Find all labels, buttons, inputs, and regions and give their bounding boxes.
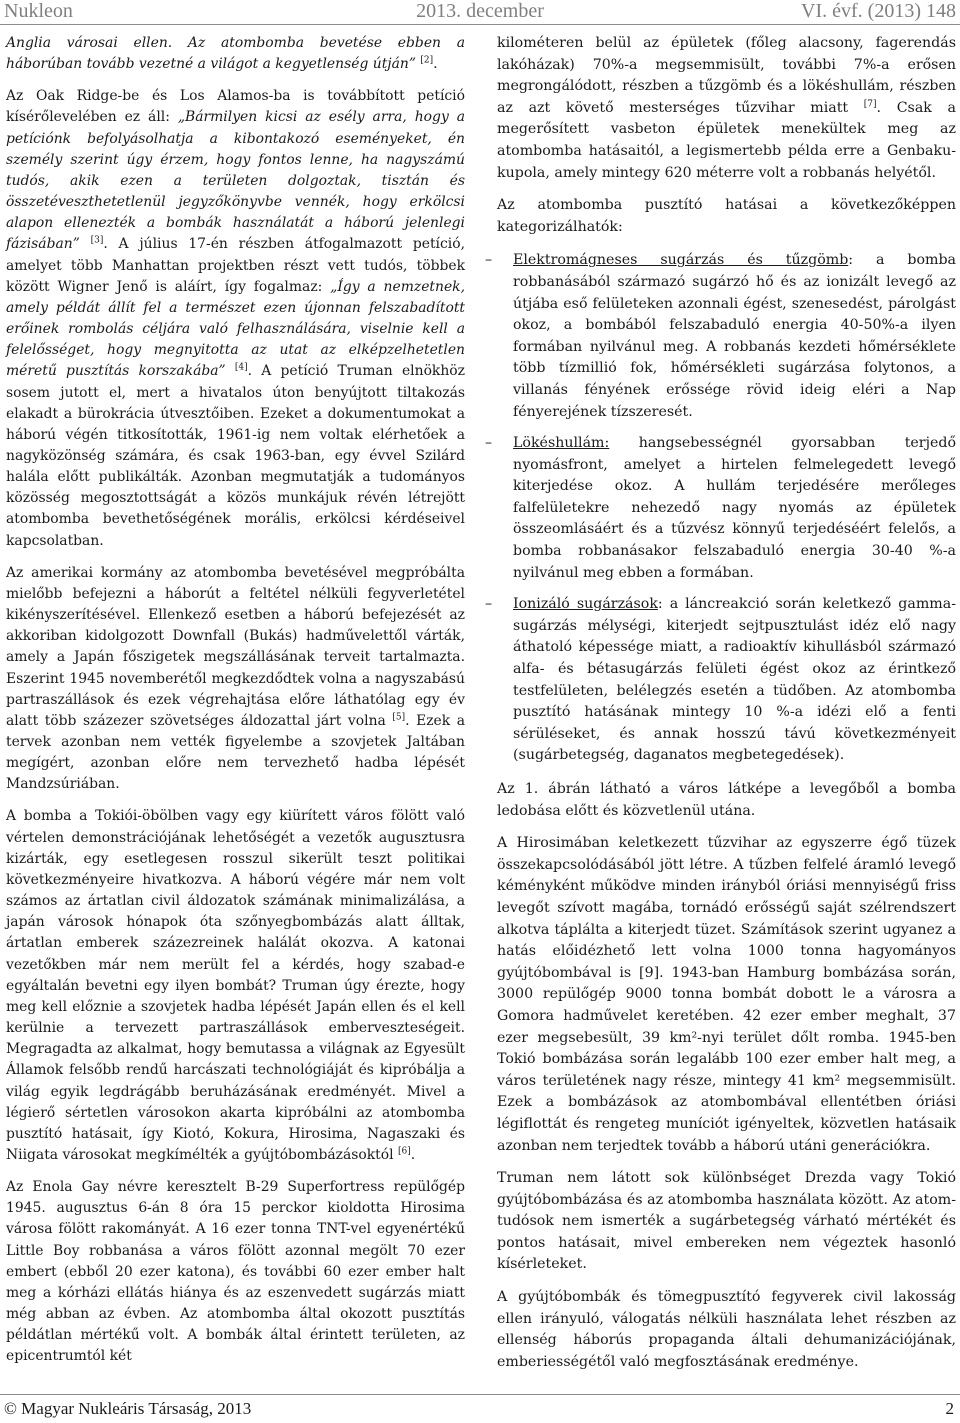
volume-info: VI. évf. (2013) 148 xyxy=(801,0,956,22)
list-item: – Elektromágneses sugárzás és tűzgömb: a bomba robbanásából származó sugárzó hő és az ionizált levegő az útjába eső felületeken azonnali égést, szenesedést, párolgást okoz, a bombából felszabaduló energia 40-50%-a ilyen formában nyilvánul meg. A robbanás kezdeti hőmérséklete több tízmillió fok, hőmérsékleti sugárzása folytonos, a villanás fényének erőssége rövid ideig eléri a Nap fényerejének tízszeresét. xyxy=(485,252,956,420)
page-header xyxy=(0,0,960,25)
paragraph-enola-gay: Az Enola Gay névre keresztelt B-29 Superfortress repülőgép 1945. augusztus 6-án 8 óra 15 perckor kioldotta Hirosima városa fölött rakományát. A 16 ezer tonna TNT-vel egyenértékű Little Boy robbanása a város fölött azonnal megölt 70 ezer embert (ebből 20 ezer katona), és további 60 ezer ember halt meg a kórházi ellátás hiánya és az eszenvedett sugárzás miatt még abban az évben. Az atombomba által okozott pusztítás példátlan mértékű volt. A bombák által érintett területen, az epicentrumtól két xyxy=(6,1179,465,1365)
reference-4: [4] xyxy=(234,362,248,373)
term-shockwave: Lökéshullám: xyxy=(513,435,610,452)
list-item: – Ionizáló sugárzások: a láncreakció során keletkező gamma-sugárzás mélységi, kiterjedt sejtpusztulást idéz elő nagy áthatoló képessége miatt, a radioaktív kihullásból származó alfa- és bétasugárzás felületi égést okoz az érintkező testfelületen, belélegzés esetén a tüdőben. Az atombomba pusztító hatásának mintegy 10 %-a idézi elő a fenti sérüléseket, és annak hosszú távú következményeit (sugárbetegség, daganatos megbetegedések). xyxy=(485,596,956,764)
paragraph-categories: Az atombomba pusztító hatásai a következőképpen kategorizálhatók: xyxy=(497,197,956,235)
right-column xyxy=(485,33,956,1373)
paragraph-figure-ref: Az 1. ábrán látható a város látképe a levegőből a bomba ledobása előtt és közvetlenül utána. xyxy=(497,781,956,819)
list-item: – Lökéshullám: hangsebességnél gyorsabban terjedő nyomásfront, amelyet a hirtelen felmelegedett levegő kiterjedése okoz. A hullám terjedésére merőleges falfelületekre nehezedő nagy nyomás az épületek összeomlásáért és a tűzvész könnyű terjedéséért felelős, a bomba robbanásakor felszabaduló energia 30-40 %-a nyilvánul meg ebben a formában. xyxy=(485,435,956,581)
paragraph-dehumanization: A gyújtóbombák és tömegpusztító fegyverek civil lakosság ellen irányuló, válogatás nélküli használata lehet részben az ellenség háborús propaganda általi dehumanizációjának, emberiességétől való megfosztásának eredménye. xyxy=(497,1289,956,1370)
paragraph-demonstration: A bomba a Tokiói-öbölben vagy egy kiürített város fölött való vértelen demonstrációjának lehetőségét a vezetők augusztusra kizárták, egy esetlegesen rosszul sikerült teszt politikai következményeire hivatkozva. A háború végére már nem volt számos az ártatlan civil áldozatok számának minimalizálása, a japán városok hónapok óta szőnyegbombázás alatt álltak, ártatlan emberek százezreinek halálát okozva. A katonai vezetőkben már nem merült fel a kérdés, hogy szabad-e egyáltalán bevetni egy ilyen bombát? Truman úgy érezte, hogy meg kell előznie a szovjetek hadba lépését Japán ellen és el kell kerülnie a tervezett partraszállások emberveszteségeit. Megragadta az alkalmat, hogy bemutassa a világnak az Egyesült Államok felsőbb rendű harcászati technológiáját és kipróbálja a világ egyik legdrágább beruházásának eredményét. Mivel a légierő sértetlen városokon akarta kipróbálni az atombomba pusztító hatásait, így Kiotó, Kokura, Hirosima, Nagaszaki és Niigata városokat megkímélték a gyújtóbombázásoktól [6]. xyxy=(6,808,465,1163)
left-column xyxy=(6,33,465,1368)
paragraph-cover-letter: Az Oak Ridge-be és Los Alamos-ba is továbbított petíció kísérőlevelében ez áll: „Bármilyen kicsi az esély arra, hogy a petíciónk befolyásolhatja a kibontakozó eseményeket, én személy szerint úgy érzem, hogy fontos lenne, ha nagyszámú tudós, akik ezen a területen dolgoztak, tisztán és összetéveszthetetlenül jegyzőkönyvbe vennék, hogy erkölcsi alapon ellenezték a bombák használatát a háború jelenlegi fázisában” [3]. A július 17-én részben átfogalmazott petíció, amelyet több Manhattan projektben részt vett tudós, többek között Wigner Jenő is aláírt, így fogalmaz: „Így a nemzetnek, amely példát állít fel a természet ezen újonnan felszabadított erőinek rombolás céljára való felhasználására, viselnie kell a felelősséget, hogy megnyitotta az utat az elképzelhetetlen méretű pusztítás korszakába” [4]. A petíció Truman elnökhöz sosem jutott el, mert a hivatalos úton benyújtott tiltakozás elakadt a bürokrácia útvesztőiben. Ezeket a dokumentumokat a háború végén titkosították, 1961-ig nem voltak elérhetőek a nagyközönség számára, és csak 1963-ban, egy évvel Szilárd halála előtt publikálták. Azonban megmutatják a tudományos közösség megosztottságát a közös munkájuk révén létrejött atombomba bevethetőségének morális, erkölcsi kérdéseivel kapcsolatban. xyxy=(6,88,466,549)
reference-2: [2] xyxy=(420,55,434,66)
paragraph-damage: kilométeren belül az épületek (főleg alacsony, fagerendás lakóházak) 70%-a megsemmisült, további 7%-a erősen megrongálódott, részben a tűzgömb és a lökéshullám, részben az azt követő mesterséges tűzvihar miatt [7]. Csak a megerősített vasbeton épületek menekültek meg az atombomba hatásaitól, a legismertebb példa erre a Genbaku-kupola, amely mintegy 620 méterre volt a robbanás helyétől. xyxy=(497,35,956,181)
reference-7: [7] xyxy=(863,99,877,110)
reference-3: [3] xyxy=(90,235,104,246)
reference-6: [6] xyxy=(397,1146,411,1157)
paragraph-petition-end: Anglia városai ellen. Az atombomba bevetése ebben a háborúban tovább vezetné a világot a kegyetlenség útján” [2]. xyxy=(6,35,465,73)
quote-petition: „Így a nemzetnek, amely példát állít fel a természet ezen újonnan felszabadított erőinek rombolás céljára való felhasználására, viselnie kell a felelősséget, hogy megnyitotta az utat az elképzelhetetlen méretű pusztítás korszakába” xyxy=(6,278,466,380)
quote-cover-letter: „Bármilyen kicsi az esély arra, hogy a petíciónk befolyásolhatja a kibontakozó eseményeket, én személy szerint úgy érzem, hogy fontos lenne, ha nagyszámú tudós, akik ezen a területen dolgoztak, tisztán és összetéveszthetetlenül jegyzőkönyvbe vennék, hogy erkölcsi alapon ellenezték a bombák használatát a háború jelenlegi fázisában” xyxy=(6,109,465,253)
copyright: © Magyar Nukleáris Társaság, 2013 xyxy=(4,1399,252,1418)
paragraph-us-government: Az amerikai kormány az atombomba bevetésével megpróbálta mielőbb befejezni a háborút a feltétel nélküli fegyverletétel kikényszerítésével. Ellenkező esetben a háború befejezését az akkoriban kidolgozott Downfall (Bukás) hadművelettől várták, amely a Japán főszigetek megszállásának terveit tartalmazta. Eszerint 1945 novemberétől megkezdődtek volna a nagyszabású partraszállások és ezek végrehajtása előre láthatólag egy év alatt több százezer szövetséges áldozattal járt volna [5]. Ezek a tervek azonban nem vették figyelembe a szovjetek Jaltában megígért, azonban előre nem tervezhető hadba lépését Mandzsúriában. xyxy=(6,564,465,793)
term-electromagnetic: Elektromágneses sugárzás és tűzgömb xyxy=(513,252,849,269)
term-ionizing: Ionizáló sugárzások xyxy=(513,596,658,613)
effects-list xyxy=(485,250,956,767)
paragraph-firestorm: A Hirosimában keletkezett tűzvihar az egyszerre égő tüzek összekapcsolódásából jött létre. A tűzben felfelé áramló levegő kéményként működve minden irányból óriási mennyiségű friss levegőt szívott magába, tornádó erősségű saját szélrendszert alkotva táplálta a kiterjedt tüzet. Számítások szerint ugyanez a hatás előidézhető lett volna 1000 tonna hagyományos gyújtóbombával is [9]. 1943-ban Hamburg bombázása során, 3000 repülőgép 9000 tonna bombát dobott le a városra a Gomora hadművelet keretében. 42 ezer ember meghalt, 37 ezer megsebesült, 39 km²-nyi terület dőlt romba. 1945-ben Tokió bombázása során legalább 100 ezer ember halt meg, a város területének nagy része, mintegy 41 km² megsemmisült. Ezek a bombázások az atombombával ellentétben óriási légiflottát és rengeteg muníciót igényeltek, közvetlen hatásaik azonban nem terjedtek tovább a háború utáni generációkra. xyxy=(497,835,956,1154)
journal-title: Nukleon xyxy=(4,0,73,22)
page-footer xyxy=(0,1394,960,1423)
reference-5: [5] xyxy=(392,712,406,723)
paragraph-truman: Truman nem látott sok különbséget Drezda vagy Tokió gyújtóbombázása és az atombomba használata között. Az atom-tudósok nem ismerték a sugárbetegség várható mértékét és pontos hatásait, mivel embereken nem végeztek hasonló kísérleteket. xyxy=(497,1170,956,1273)
issue-date: 2013. december xyxy=(416,0,544,22)
page-number: 2 xyxy=(945,1399,954,1418)
